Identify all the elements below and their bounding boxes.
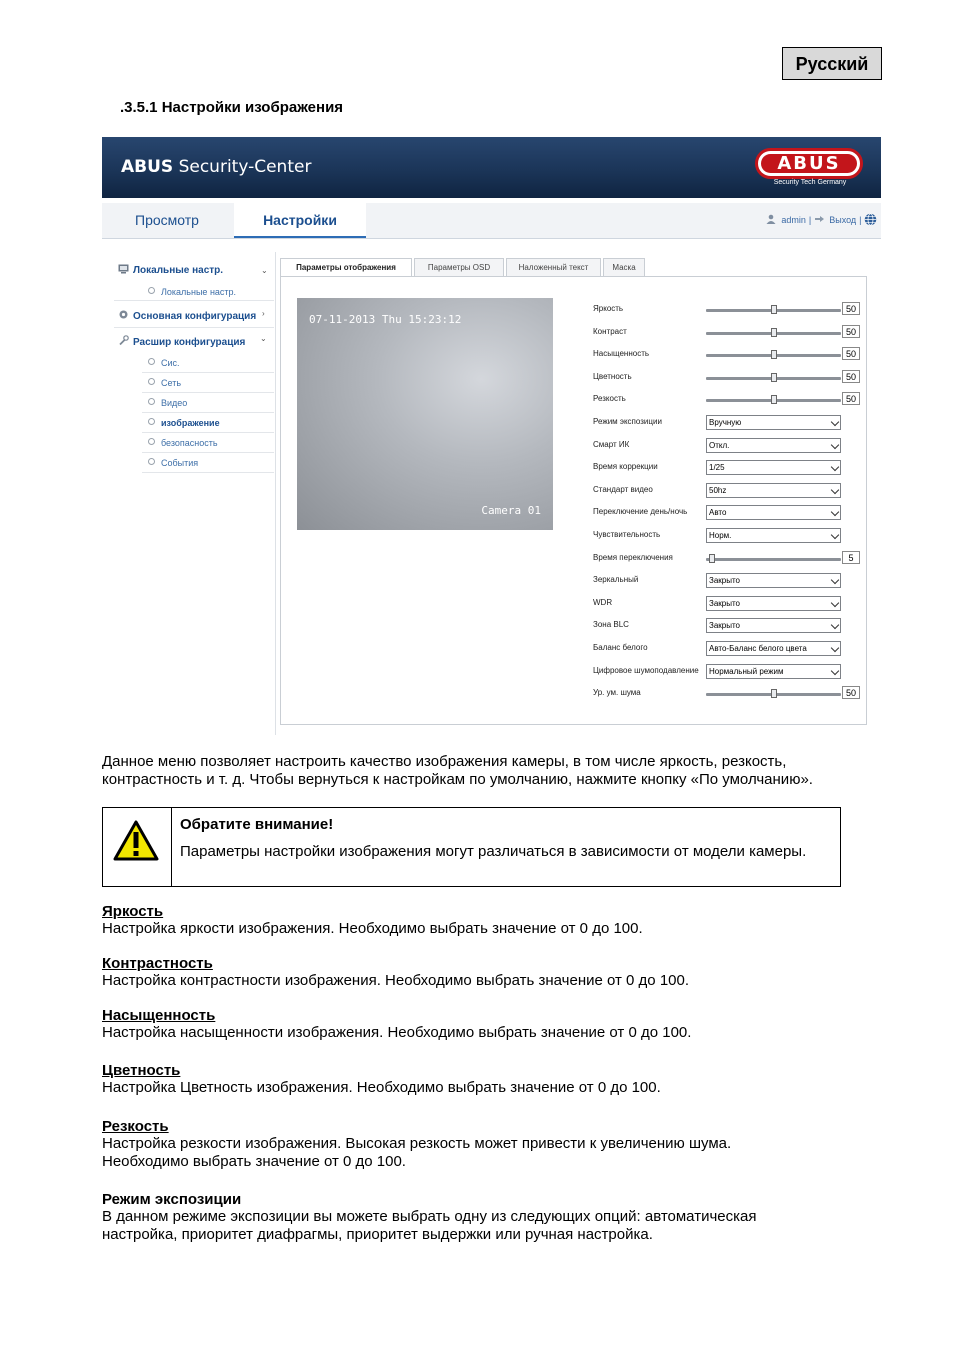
chevron-down-icon bbox=[831, 644, 839, 652]
setting-label: Стандарт видео bbox=[593, 484, 653, 494]
setting-label: Насыщенность bbox=[593, 349, 650, 359]
tab-preview[interactable]: Просмотр bbox=[135, 212, 199, 228]
chevron-down-icon bbox=[831, 440, 839, 448]
setting-label: Смарт ИК bbox=[593, 439, 630, 449]
setting-label: Зеркальный bbox=[593, 575, 639, 585]
setting-label: Зона BLC bbox=[593, 620, 629, 630]
setting-select[interactable] bbox=[706, 483, 841, 498]
setting-row bbox=[593, 528, 863, 544]
osd-camera-name: Camera 01 bbox=[481, 504, 541, 517]
chevron-down-icon bbox=[831, 463, 839, 471]
setting-select[interactable] bbox=[706, 618, 841, 633]
chevron-down-icon[interactable]: ⌄ bbox=[261, 266, 268, 275]
select-value: Закрыто bbox=[709, 576, 741, 586]
setting-row bbox=[593, 573, 863, 589]
slider-handle[interactable] bbox=[771, 305, 777, 314]
note-title: Обратите внимание! bbox=[180, 816, 334, 833]
desc-sharpness: Резкость Настройка резкости изображения. Высокая резкость может привести к увеличению шума. Необходимо выбрать значение от 0 до 100. bbox=[102, 1118, 732, 1170]
sidebar-advanced[interactable]: Расшир конфигурация bbox=[118, 335, 245, 348]
setting-select[interactable] bbox=[706, 415, 841, 430]
note-box bbox=[102, 807, 841, 887]
setting-row bbox=[593, 302, 863, 318]
select-value: Откл. bbox=[709, 440, 730, 450]
sidebar-divider bbox=[275, 252, 276, 735]
setting-row bbox=[593, 392, 863, 408]
desc-saturation: Насыщенность Настройка насыщенности изображения. Необходимо выбрать значение от 0 до 100. bbox=[102, 1007, 692, 1041]
slider-value-field[interactable]: 50 bbox=[842, 686, 860, 699]
slider-value-field[interactable]: 5 bbox=[842, 551, 860, 564]
setting-label: Контраст bbox=[593, 326, 627, 336]
logout-link[interactable]: Выход bbox=[829, 215, 857, 225]
setting-label: Цветность bbox=[593, 371, 632, 381]
intro-text: Данное меню позволяет настроить качество изображения камеры, в том числе яркость, резкость, контрастность и т. д. Чтобы вернуться к настройкам по умолчанию, нажмите кнопку «По умолчанию». bbox=[102, 753, 813, 788]
slider-track[interactable] bbox=[706, 332, 841, 335]
setting-select[interactable] bbox=[706, 460, 841, 475]
chevron-down-icon bbox=[831, 666, 839, 674]
setting-select[interactable] bbox=[706, 641, 841, 656]
logout-icon bbox=[814, 214, 824, 224]
desc-brightness: Яркость Настройка яркости изображения. Необходимо выбрать значение от 0 до 100. bbox=[102, 903, 643, 937]
desc-contrast: Контрастность Настройка контрастности изображения. Необходимо выбрать значение от 0 до 100. bbox=[102, 955, 690, 989]
select-value: Авто bbox=[709, 508, 727, 518]
setting-label: Режим экспозиции bbox=[593, 417, 662, 426]
chevron-down-icon bbox=[831, 599, 839, 607]
chevron-down-icon bbox=[831, 486, 839, 494]
section-title: .3.5.1 Настройки изображения bbox=[120, 99, 344, 116]
setting-row bbox=[593, 618, 863, 634]
setting-label: Баланс белого bbox=[593, 643, 648, 652]
slider-handle[interactable] bbox=[771, 689, 777, 698]
sidebar-item-image[interactable]: изображение bbox=[148, 418, 220, 428]
setting-label: Яркость bbox=[593, 304, 624, 313]
sidebar-item-security[interactable]: безопасность bbox=[148, 438, 218, 448]
setting-row bbox=[593, 664, 863, 680]
sidebar-basic[interactable]: Основная конфигурация bbox=[118, 309, 256, 322]
slider-handle[interactable] bbox=[771, 395, 777, 404]
tab-overlay-text[interactable]: Наложенный текст bbox=[506, 258, 601, 276]
setting-select[interactable] bbox=[706, 664, 841, 679]
chevron-down-icon bbox=[831, 531, 839, 539]
tab-mask[interactable]: Маска bbox=[603, 258, 645, 276]
app-screenshot bbox=[102, 137, 881, 735]
chevron-down-icon bbox=[831, 621, 839, 629]
setting-row bbox=[593, 415, 863, 431]
select-value: Закрыто bbox=[709, 621, 741, 631]
setting-row bbox=[593, 370, 863, 386]
setting-label: Цифровое шумоподавление bbox=[593, 665, 699, 675]
select-value: Вручную bbox=[709, 418, 742, 427]
setting-label: Переключение день/ночь bbox=[593, 507, 688, 517]
monitor-icon bbox=[118, 264, 129, 274]
sidebar-item-events[interactable]: События bbox=[148, 458, 198, 468]
slider-track[interactable] bbox=[706, 558, 841, 561]
setting-row bbox=[593, 596, 863, 612]
desc-hue: Цветность Настройка Цветность изображения. Необходимо выбрать значение от 0 до 100. bbox=[102, 1062, 661, 1096]
slider-track[interactable] bbox=[706, 309, 841, 312]
setting-row bbox=[593, 483, 863, 499]
slider-handle[interactable] bbox=[771, 328, 777, 337]
user-name[interactable]: admin bbox=[781, 215, 806, 225]
nav-bar bbox=[102, 203, 881, 239]
sidebar-item-local[interactable]: Локальные настр. bbox=[148, 287, 236, 297]
user-bar: admin | Выход | bbox=[766, 213, 877, 226]
app-banner bbox=[102, 137, 881, 198]
warning-icon bbox=[113, 820, 159, 862]
setting-row bbox=[593, 460, 863, 476]
chevron-down-icon bbox=[831, 576, 839, 584]
slider-track[interactable] bbox=[706, 377, 841, 380]
app-brand: ABUS Security-Center bbox=[121, 157, 312, 177]
setting-row bbox=[593, 641, 863, 657]
setting-label: WDR bbox=[593, 597, 613, 607]
slider-value-field[interactable]: 50 bbox=[842, 325, 860, 338]
setting-row bbox=[593, 347, 863, 363]
slider-track[interactable] bbox=[706, 354, 841, 357]
abus-logo: ABUS bbox=[755, 148, 863, 179]
setting-label: Чувствительность bbox=[593, 530, 661, 539]
slider-value-field[interactable]: 50 bbox=[842, 347, 860, 360]
setting-row bbox=[593, 325, 863, 341]
setting-label: Резкость bbox=[593, 394, 626, 404]
globe-icon[interactable] bbox=[864, 213, 877, 226]
setting-row bbox=[593, 551, 863, 567]
select-value: 1/25 bbox=[709, 463, 725, 473]
wrench-icon bbox=[118, 335, 129, 346]
note-text: Параметры настройки изображения могут различаться в зависимости от модели камеры. bbox=[180, 843, 807, 860]
setting-row bbox=[593, 505, 863, 521]
setting-select[interactable] bbox=[706, 438, 841, 453]
slider-value-field[interactable]: 50 bbox=[842, 392, 860, 405]
chevron-right-icon[interactable]: › bbox=[262, 309, 265, 318]
setting-label: Ур. ум. шума bbox=[593, 688, 641, 698]
setting-row bbox=[593, 438, 863, 454]
slider-handle[interactable] bbox=[771, 350, 777, 359]
sidebar-item-system[interactable]: Сис. bbox=[148, 358, 180, 368]
slider-handle[interactable] bbox=[709, 554, 715, 563]
slider-value-field[interactable]: 50 bbox=[842, 370, 860, 383]
select-value: Нормальный режим bbox=[709, 666, 784, 676]
select-value: Норм. bbox=[709, 531, 732, 540]
select-value: 50hz bbox=[709, 485, 727, 495]
user-icon bbox=[766, 214, 776, 224]
logo-subtitle: Security Tech Germany bbox=[773, 179, 847, 186]
chevron-down-icon bbox=[831, 418, 839, 426]
desc-exposure: Режим экспозиции В данном режиме экспозиции вы можете выбрать одну из следующих опций: автоматическая настройка, приоритет диафрагмы, приоритет выдержки или ручная настройка. bbox=[102, 1191, 757, 1243]
tab-display-params[interactable]: Параметры отображения bbox=[280, 258, 412, 277]
video-preview bbox=[297, 298, 553, 530]
slider-handle[interactable] bbox=[771, 373, 777, 382]
slider-track[interactable] bbox=[706, 399, 841, 402]
slider-value-field[interactable]: 50 bbox=[842, 302, 860, 315]
osd-timestamp: 07-11-2013 Thu 15:23:12 bbox=[309, 313, 462, 326]
tab-osd-params[interactable]: Параметры OSD bbox=[414, 258, 504, 276]
sidebar-item-network[interactable]: Сеть bbox=[148, 378, 181, 388]
chevron-down-icon[interactable]: ⌄ bbox=[260, 334, 267, 343]
setting-select[interactable] bbox=[706, 528, 841, 543]
slider-track[interactable] bbox=[706, 693, 841, 696]
sidebar-item-video[interactable]: Видео bbox=[148, 398, 187, 408]
setting-select[interactable] bbox=[706, 505, 841, 520]
setting-select[interactable] bbox=[706, 573, 841, 588]
select-value: Закрыто bbox=[709, 598, 741, 608]
setting-label: Время коррекции bbox=[593, 462, 658, 472]
tab-settings[interactable]: Настройки bbox=[234, 203, 366, 238]
gear-icon bbox=[118, 309, 129, 320]
setting-select[interactable] bbox=[706, 596, 841, 611]
setting-row bbox=[593, 686, 863, 702]
language-badge: Русский bbox=[782, 47, 882, 80]
select-value: Авто-Баланс белого цвета bbox=[709, 644, 807, 653]
sidebar-local[interactable]: Локальные настр. bbox=[118, 264, 223, 276]
setting-label: Время переключения bbox=[593, 552, 673, 562]
chevron-down-icon bbox=[831, 508, 839, 516]
